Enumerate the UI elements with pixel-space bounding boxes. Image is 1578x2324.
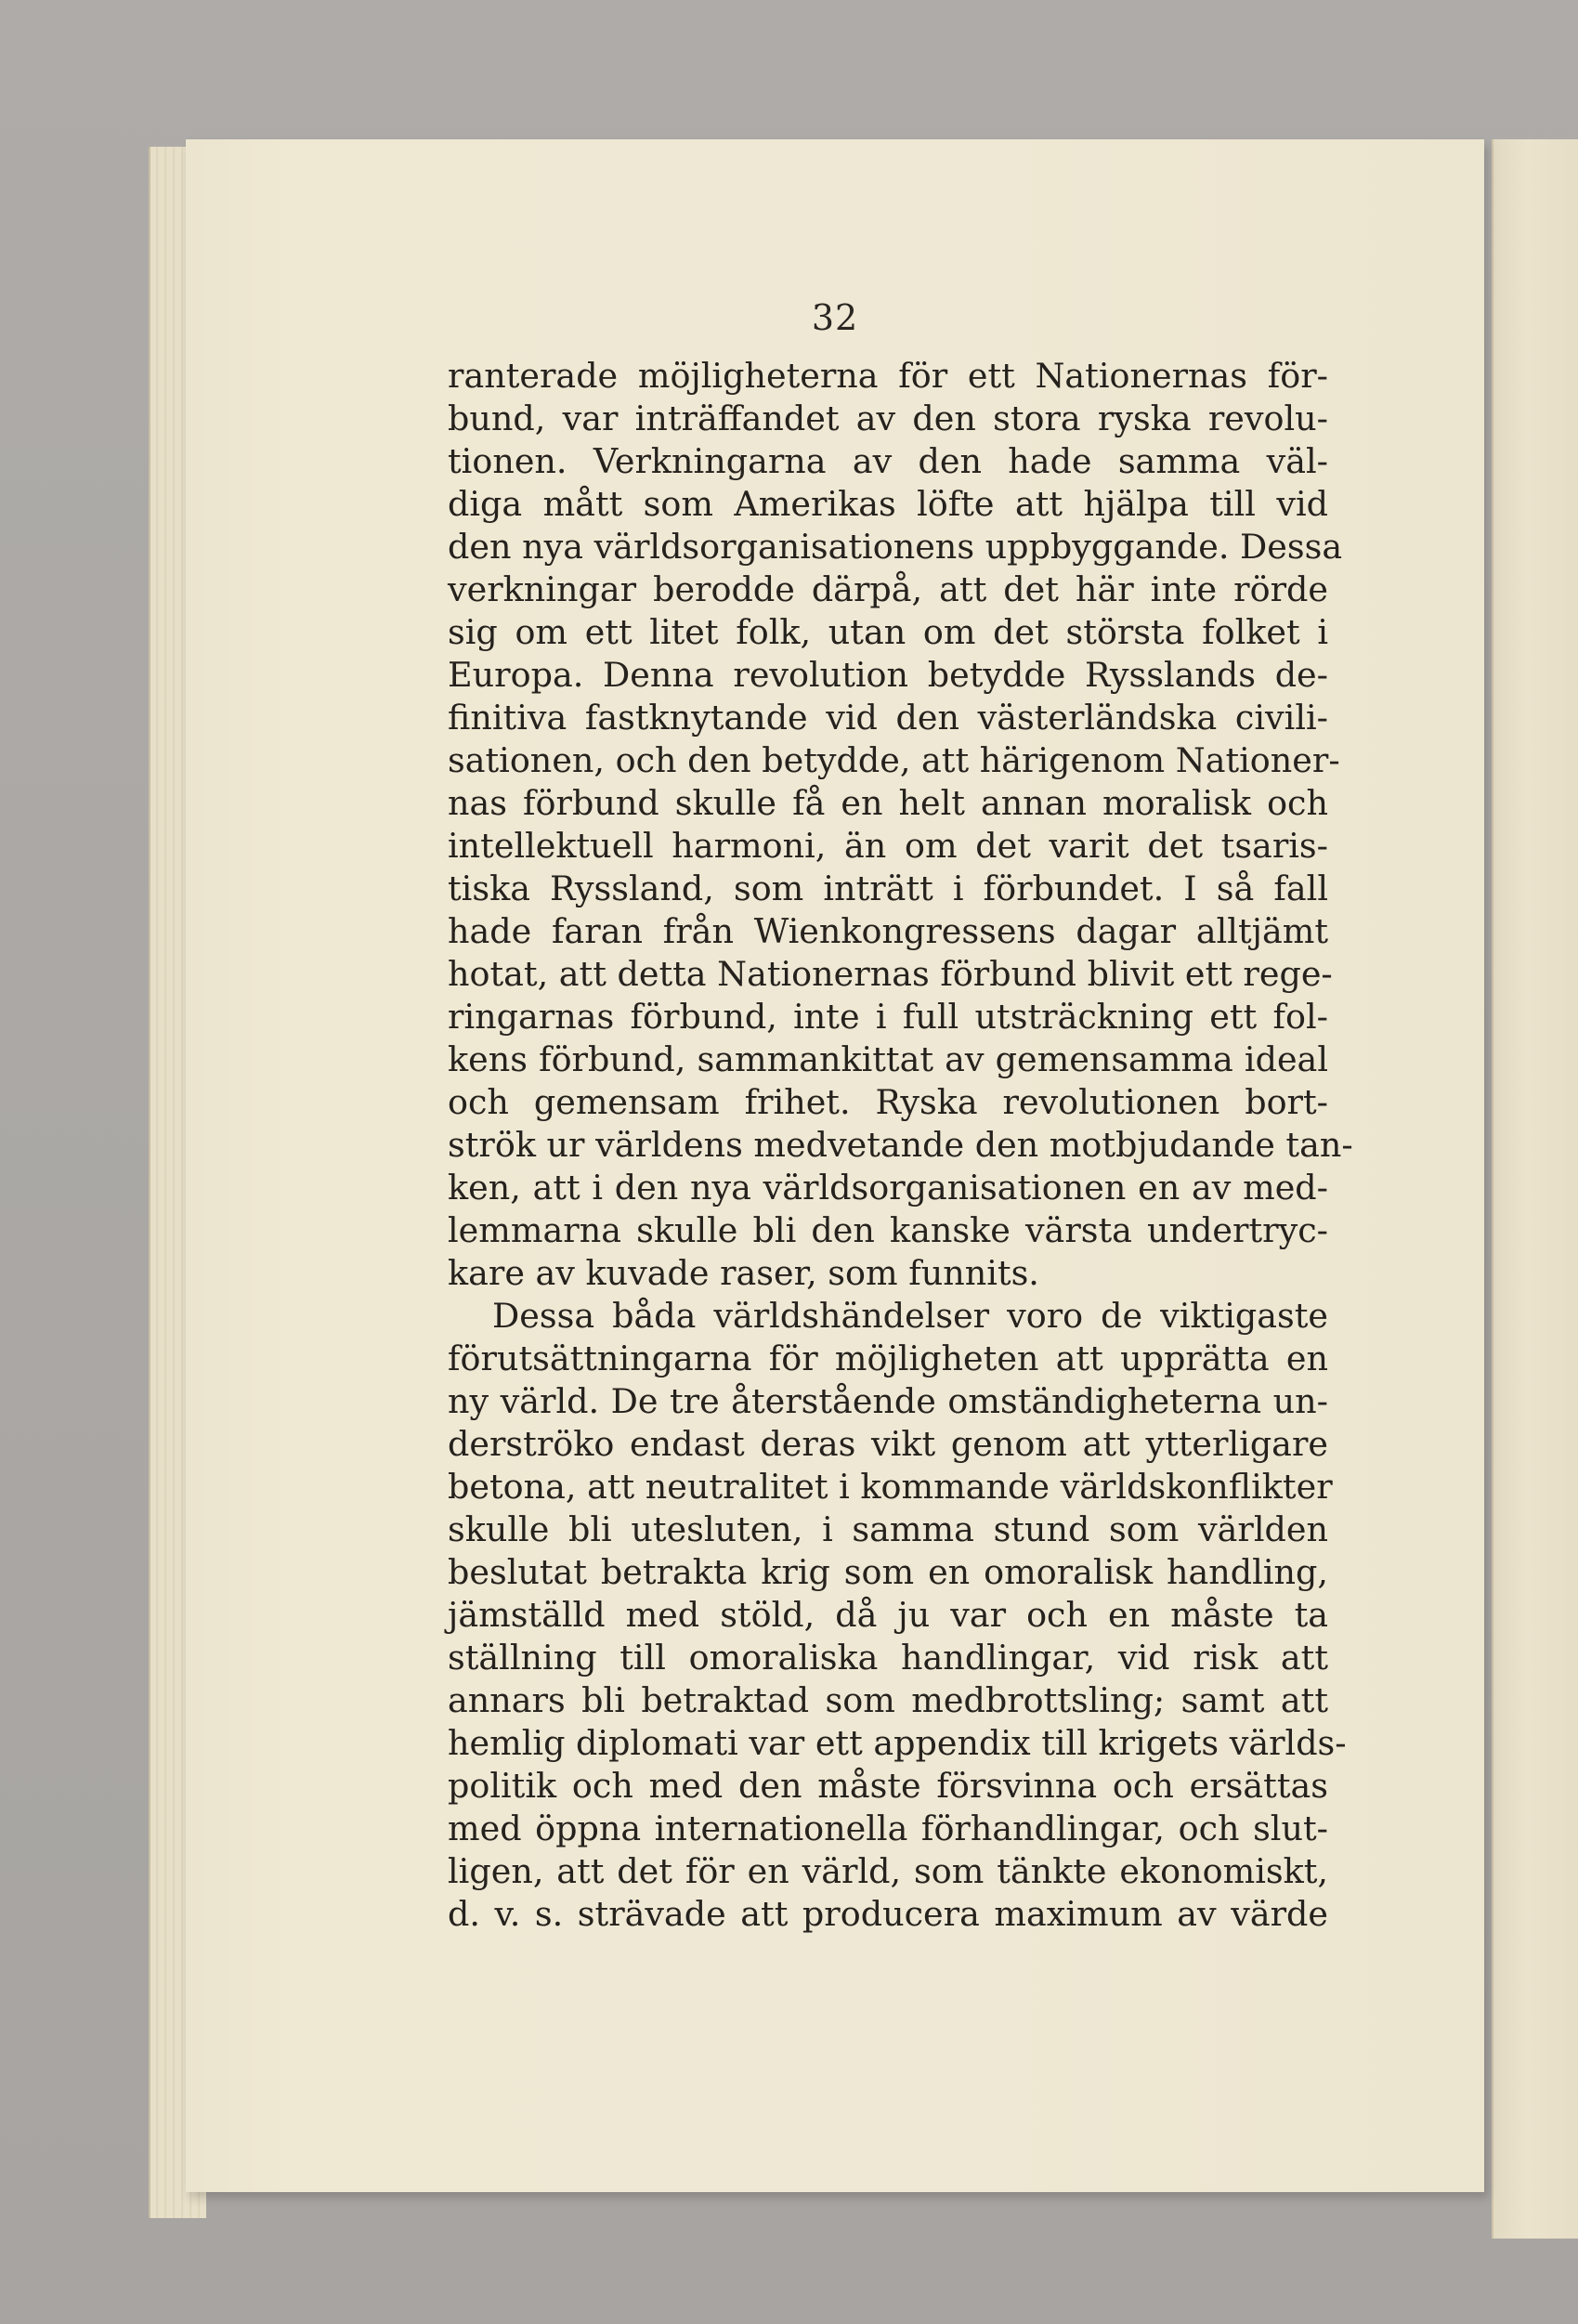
page-number: 32 (811, 297, 859, 338)
text-line: d. v. s. strävade att producera maximum av värde (448, 1894, 1328, 1934)
text-line: strök ur världens medvetande den motbjudande tan- (448, 1125, 1353, 1165)
text-line: diga mått som Amerikas löfte att hjälpa till vid (448, 484, 1328, 524)
text-line: tiska Ryssland, som inträtt i förbundet. I så fall (448, 868, 1328, 908)
text-line: ranterade möjligheterna för ett Nationernas för- (448, 356, 1328, 396)
text-line: jämställd med stöld, då ju var och en måste ta (448, 1595, 1328, 1635)
text-line: hade faran från Wienkongressens dagar alltjämt (448, 911, 1328, 951)
text-line: förutsättningarna för möjligheten att upprätta en (448, 1338, 1328, 1378)
adjacent-page-edge (1492, 139, 1578, 2239)
text-line: beslutat betrakta krig som en omoralisk handling, (448, 1552, 1328, 1592)
text-line: skulle bli utesluten, i samma stund som världen (448, 1509, 1328, 1549)
text-line: ny värld. De tre återstående omständigheterna un- (448, 1381, 1328, 1421)
text-line: bund, var inträffandet av den stora ryska revolu- (448, 398, 1328, 438)
text-line: kare av kuvade raser, som funnits. (448, 1253, 1039, 1293)
text-line: Dessa båda världshändelser voro de viktigaste (492, 1296, 1328, 1336)
text-line: annars bli betraktad som medbrottsling; samt att (448, 1680, 1328, 1720)
text-line: politik och med den måste försvinna och ersättas (448, 1766, 1328, 1806)
text-line: ligen, att det för en värld, som tänkte ekonomiskt, (448, 1851, 1328, 1891)
body-text (448, 355, 1353, 1936)
text-line: Europa. Denna revolution betydde Rysslands de- (448, 655, 1328, 695)
book-page (186, 139, 1484, 2192)
text-line: finitiva fastknytande vid den västerländska civili- (448, 698, 1328, 738)
text-line: sig om ett litet folk, utan om det största folket i (448, 612, 1328, 652)
text-line: verkningar berodde därpå, att det här inte rörde (448, 569, 1328, 609)
text-line: lemmarna skulle bli den kanske värsta undertryc- (448, 1210, 1328, 1250)
text-line: hotat, att detta Nationernas förbund blivit ett rege- (448, 954, 1333, 994)
text-line: tionen. Verkningarna av den hade samma väl- (448, 441, 1328, 481)
text-line: med öppna internationella förhandlingar, och slut- (448, 1808, 1328, 1848)
text-line: ställning till omoraliska handlingar, vid risk att (448, 1638, 1328, 1678)
text-line: kens förbund, sammankittat av gemensamma ideal (448, 1039, 1328, 1079)
text-line: betona, att neutralitet i kommande världskonflikter (448, 1467, 1333, 1507)
text-line: ken, att i den nya världsorganisationen en av med- (448, 1168, 1328, 1208)
text-line: derströko endast deras vikt genom att ytterligare (448, 1424, 1328, 1464)
text-line: intellektuell harmoni, än om det varit det tsaris- (448, 826, 1328, 866)
text-line: hemlig diplomati var ett appendix till krigets världs- (448, 1723, 1347, 1763)
text-line: nas förbund skulle få en helt annan moralisk och (448, 783, 1328, 823)
text-line: ringarnas förbund, inte i full utsträckning ett fol- (448, 997, 1328, 1037)
text-line: och gemensam frihet. Ryska revolutionen bort- (448, 1082, 1328, 1122)
text-line: den nya världsorganisationens uppbyggande. Dessa (448, 527, 1343, 567)
text-line: sationen, och den betydde, att härigenom Nationer- (448, 740, 1340, 780)
